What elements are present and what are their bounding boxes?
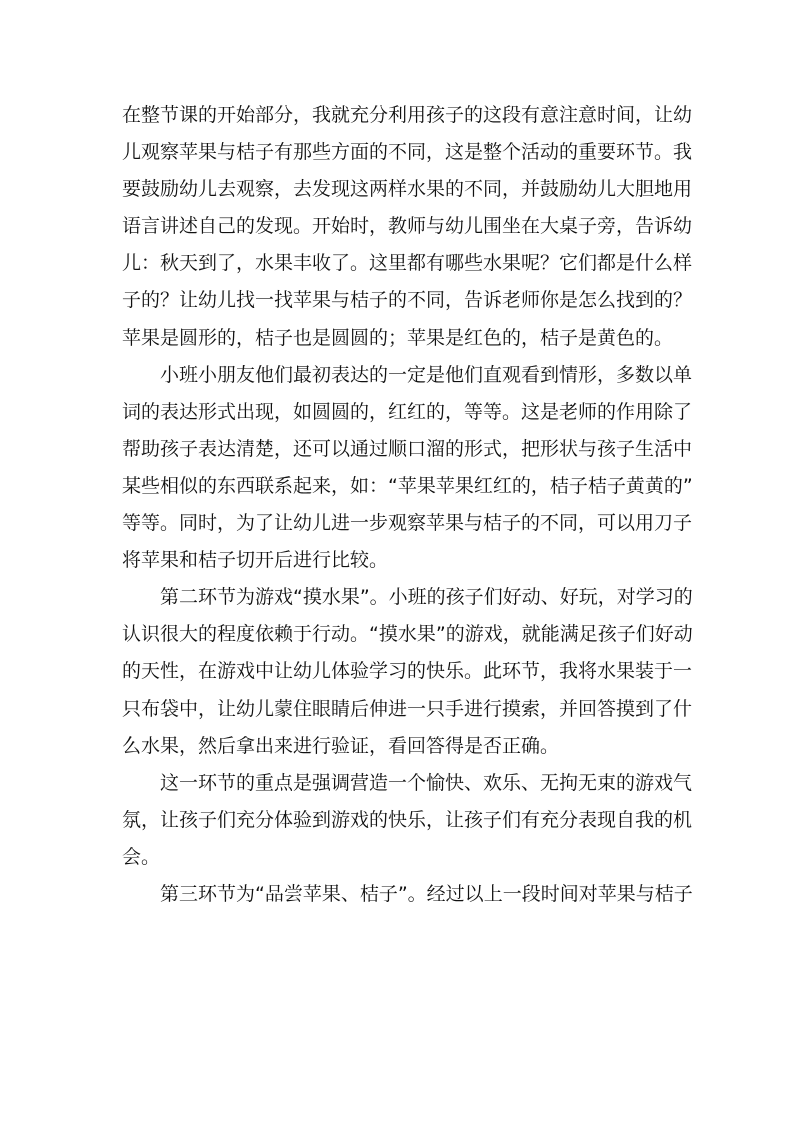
text-line: 苹果是圆形的，桔子也是圆圆的；苹果是红色的，桔子是黄色的。 (122, 326, 674, 349)
text-line: 氛，让孩子们充分体验到游戏的快乐，让孩子们有充分表现自我的机 (122, 808, 693, 831)
text-line: 第三环节为“品尝苹果、桔子”。经过以上一段时间对苹果与桔子 (160, 882, 693, 905)
text-line: 认识很大的程度依赖于行动。“摸水果”的游戏，就能满足孩子们好动 (122, 623, 693, 646)
paragraph-2 (122, 357, 693, 580)
paragraph-4 (122, 765, 693, 876)
text-line: 在整节课的开始部分，我就充分利用孩子的这段有意注意时间，让幼 (122, 104, 693, 126)
paragraph-5 (122, 876, 693, 913)
text-line: 会。 (122, 845, 161, 868)
text-line: 帮助孩子表达清楚，还可以通过顺口溜的形式，把形状与孩子生活中 (122, 437, 693, 460)
text-line: 小班小朋友他们最初表达的一定是他们直观看到情形，多数以单 (160, 363, 693, 386)
text-line: 么水果，然后拿出来进行验证，看回答得是否正确。 (122, 734, 560, 757)
body-text (122, 97, 693, 913)
text-line: 将苹果和桔子切开后进行比较。 (122, 549, 389, 572)
text-line: 某些相似的东西联系起来，如：“苹果苹果红红的，桔子桔子黄黄的” (122, 474, 693, 497)
text-line: 第二环节为游戏“摸水果”。小班的孩子们好动、好玩，对学习的 (160, 586, 693, 609)
text-line: 儿观察苹果与桔子有那些方面的不同，这是整个活动的重要环节。我 (122, 141, 693, 164)
paragraph-1 (122, 97, 693, 357)
text-line: 词的表达形式出现，如圆圆的，红红的，等等。这是老师的作用除了 (122, 400, 693, 423)
text-line: 语言讲述自己的发现。开始时，教师与幼儿围坐在大桌子旁，告诉幼 (122, 215, 693, 238)
text-line: 子的？让幼儿找一找苹果与桔子的不同，告诉老师你是怎么找到的？ (122, 289, 693, 312)
text-line: 这一环节的重点是强调营造一个愉快、欢乐、无拘无束的游戏气 (160, 771, 693, 794)
text-line: 儿：秋天到了，水果丰收了。这里都有哪些水果呢？它们都是什么样 (122, 252, 693, 275)
text-line: 的天性，在游戏中让幼儿体验学习的快乐。此环节，我将水果装于一 (122, 660, 693, 683)
text-line: 要鼓励幼儿去观察，去发现这两样水果的不同，并鼓励幼儿大胆地用 (122, 178, 693, 201)
paragraph-3 (122, 579, 693, 764)
text-line: 只布袋中，让幼儿蒙住眼睛后伸进一只手进行摸索，并回答摸到了什 (122, 697, 693, 720)
text-line: 等等。同时，为了让幼儿进一步观察苹果与桔子的不同，可以用刀子 (122, 512, 693, 535)
